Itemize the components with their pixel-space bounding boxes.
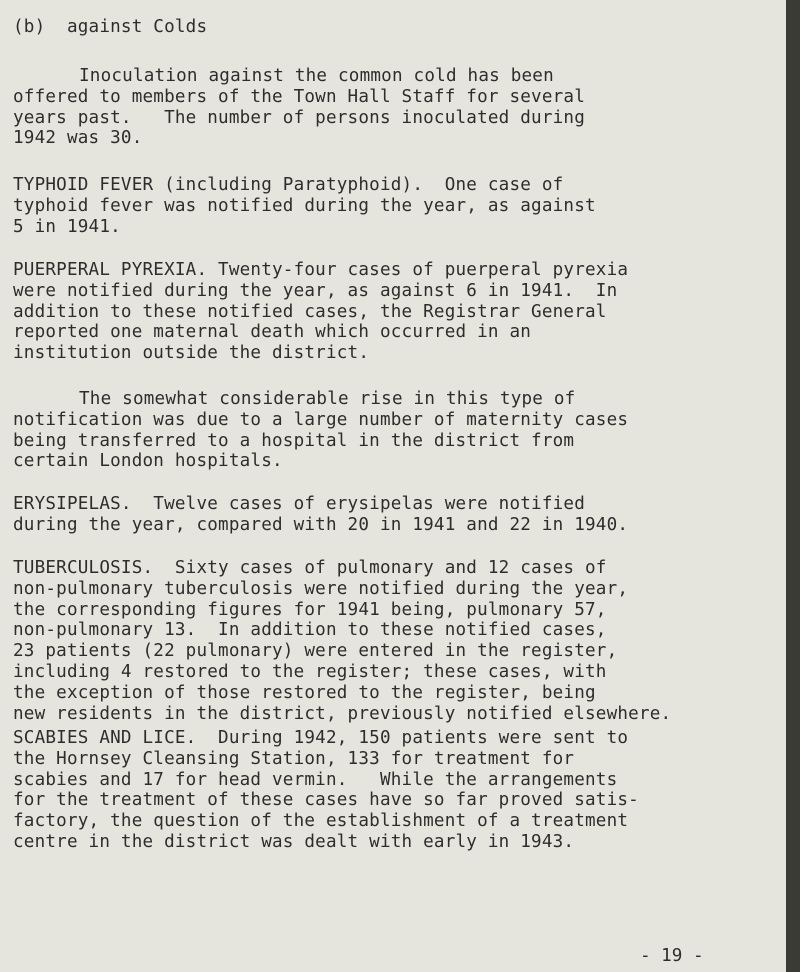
paragraph-erysipelas: ERYSIPELAS. Twelve cases of erysipelas were notified during the year, compared with 20 in 1941 and 22 in 1940.	[13, 494, 629, 535]
page-edge-shadow	[786, 0, 800, 972]
paragraph-typhoid-fever: TYPHOID FEVER (including Paratyphoid). One case of typhoid fever was notified during the year, as against 5 in 1941.	[13, 175, 596, 237]
paragraph-notification-rise: The somewhat considerable rise in this type of notification was due to a large number of maternity cases being transferred to a hospital in the district from certain London hospitals.	[13, 389, 629, 472]
paragraph-scabies-and-lice: SCABIES AND LICE. During 1942, 150 patients were sent to the Hornsey Cleansing Station, 133 for treatment for scabies and 17 for head vermin. While the arrangements for the treatment of these cases have so far proved satis- factory, the question of the establishment of a treatment centre in the district was dealt with early in 1943.	[13, 728, 639, 852]
paragraph-colds-inoculation: Inoculation against the common cold has been offered to members of the Town Hall Staff for several years past. The number of persons inoculated during 1942 was 30.	[13, 66, 585, 149]
paragraph-puerperal-pyrexia: PUERPERAL PYREXIA. Twenty-four cases of puerperal pyrexia were notified during the year, as against 6 in 1941. In addition to these notified cases, the Registrar General reported one maternal death which occurred in an institution outside the district.	[13, 260, 629, 364]
paragraph-tuberculosis: TUBERCULOSIS. Sixty cases of pulmonary and 12 cases of non-pulmonary tuberculosis were notified during the year, the corresponding figures for 1941 being, pulmonary 57, non-pulmonary 13. In addition to these notified cases, 23 patients (22 pulmonary) were entered in the register, including 4 restored to the register; these cases, with the exception of those restored to the register, being new residents in the district, previously notified elsewhere.	[13, 558, 672, 724]
section-heading: (b) against Colds	[13, 17, 208, 37]
page-number: - 19 -	[640, 946, 704, 966]
